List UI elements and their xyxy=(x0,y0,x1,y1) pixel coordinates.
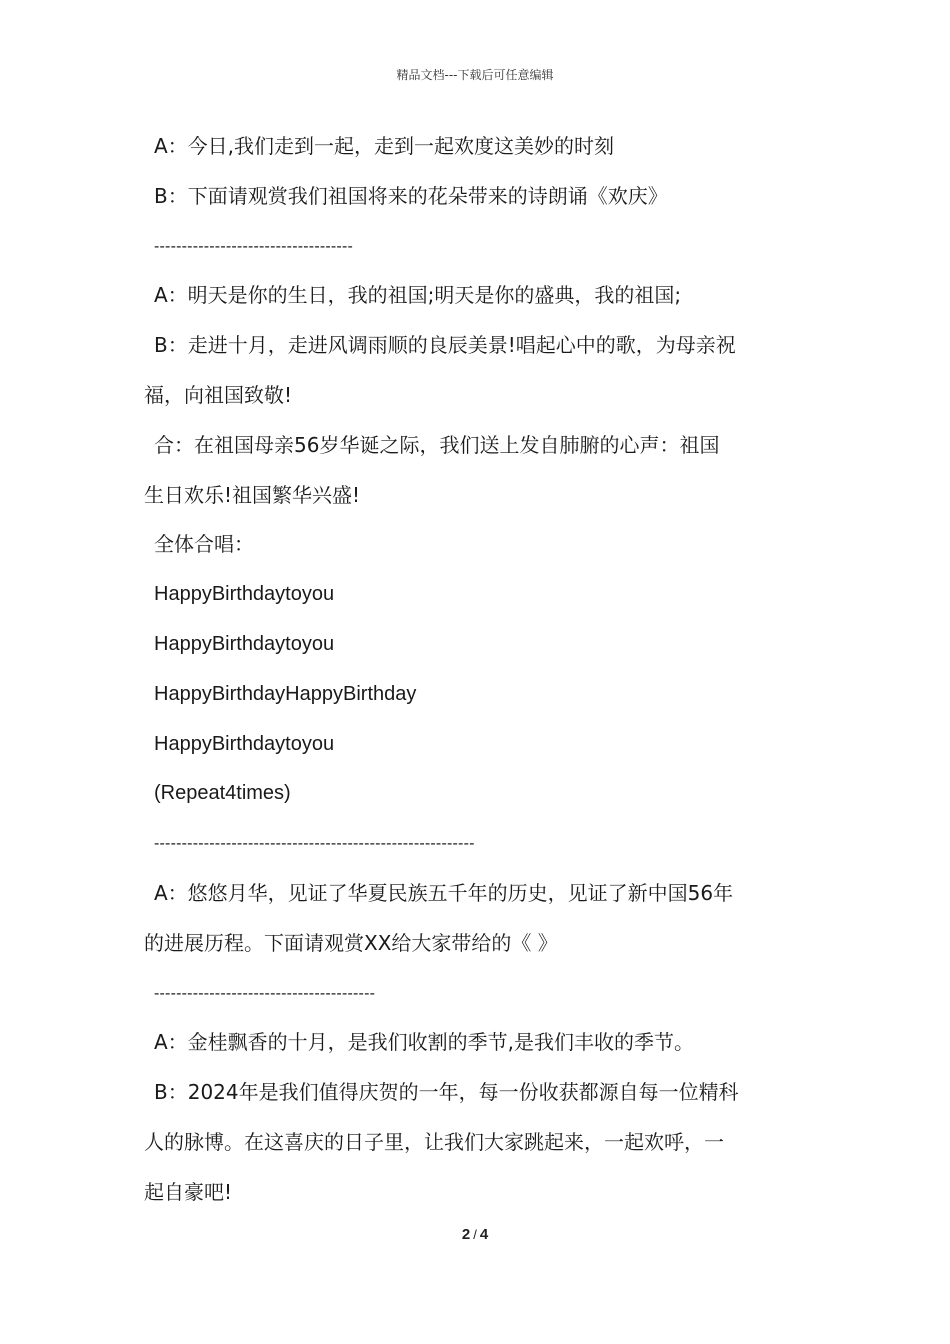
section-divider: ---------------------------------------------------------- xyxy=(154,835,475,853)
dialogue-line-b-2-cont: 福，向祖国致敬! xyxy=(144,382,293,407)
page-number xyxy=(0,1226,950,1243)
section-divider: ------------------------------------ xyxy=(154,237,354,255)
dialogue-line-a-3-cont: 的进展历程。下面请观赏XX给大家带给的《 》 xyxy=(144,930,558,955)
dialogue-line-together-cont: 生日欢乐!祖国繁华兴盛! xyxy=(144,482,361,507)
dialogue-line-a-1: A：今日,我们走到一起，走到一起欢度这美妙的时刻 xyxy=(154,134,615,158)
song-line: HappyBirthdaytoyou xyxy=(154,732,335,755)
dialogue-line-b-3-end: 起自豪吧! xyxy=(144,1179,233,1204)
page-current: 2 xyxy=(461,1226,471,1243)
page-header: 精品文档---下载后可任意编辑 xyxy=(396,68,554,82)
section-divider: ---------------------------------------- xyxy=(154,984,376,1002)
dialogue-line-b-2: B：走进十月，走进风调雨顺的良辰美景!唱起心中的歌，为母亲祝 xyxy=(154,333,736,358)
song-repeat-note: (Repeat4times) xyxy=(154,782,291,805)
song-line: HappyBirthdaytoyou xyxy=(154,632,335,655)
dialogue-line-a-4: A：金桂飘香的十月，是我们收割的季节,是我们丰收的季节。 xyxy=(154,1030,695,1055)
page-total: 4 xyxy=(479,1226,489,1243)
song-line: HappyBirthdayHappyBirthday xyxy=(154,682,417,705)
dialogue-line-b-3: B：2024年是我们值得庆贺的一年，每一份收获都源自每一位精科 xyxy=(154,1080,739,1105)
song-line: HappyBirthdaytoyou xyxy=(154,583,335,606)
dialogue-line-b-3-cont: 人的脉博。在这喜庆的日子里，让我们大家跳起来，一起欢呼，一 xyxy=(144,1129,724,1154)
dialogue-line-a-2: A：明天是你的生日，我的祖国;明天是你的盛典，我的祖国; xyxy=(154,283,682,308)
dialogue-line-b-1: B：下面请观赏我们祖国将来的花朵带来的诗朗诵《欢庆》 xyxy=(154,183,668,208)
dialogue-line-a-3: A：悠悠月华，见证了华夏民族五千年的历史，见证了新中国56年 xyxy=(154,880,734,905)
chorus-heading: 全体合唱： xyxy=(154,532,254,557)
document-body xyxy=(144,122,808,1218)
dialogue-line-together: 合：在祖国母亲56岁华诞之际，我们送上发自肺腑的心声：祖国 xyxy=(154,432,720,457)
page-separator: / xyxy=(473,1227,477,1242)
